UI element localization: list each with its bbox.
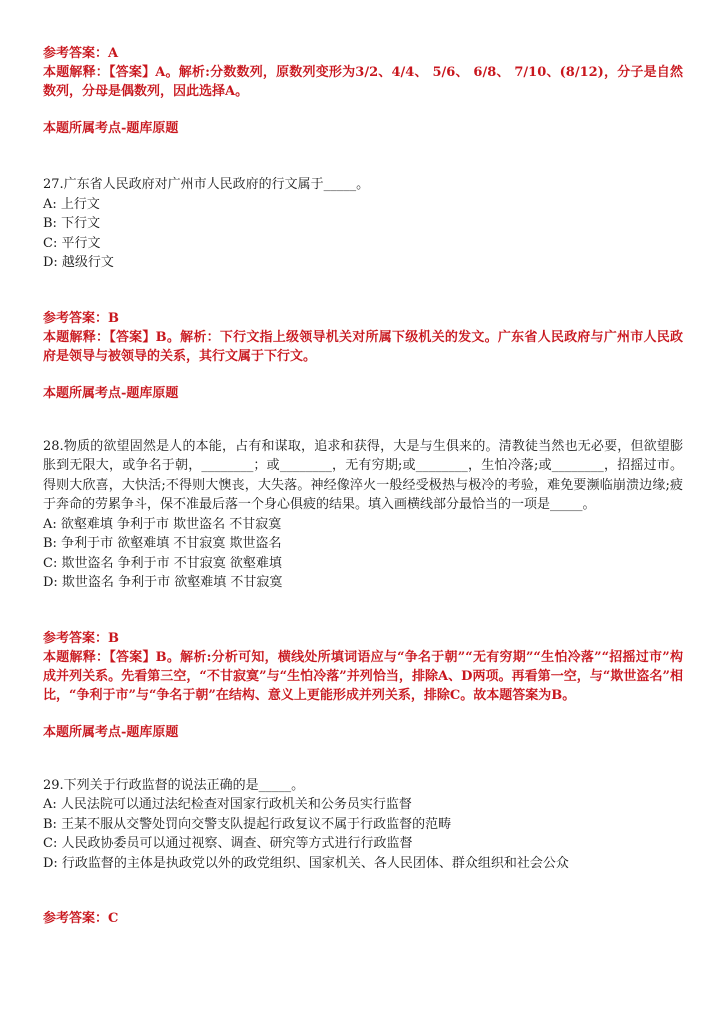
answer-block-27	[43, 309, 683, 403]
reference-answer: 参考答案：B	[43, 630, 119, 646]
option-b: B: 下行文	[43, 216, 101, 231]
option-b: B: 王某不服从交警处罚向交警支队提起行政复议不属于行政监督的范畴	[43, 816, 452, 832]
question-source: 本题所属考点-题库原题	[43, 121, 179, 136]
question-stem: 28.物质的欲望固然是人的本能，占有和谋取，追求和获得，大是与生俱来的。清教徒当然也无必要，但欲望膨胀到无限大，或争名于朝，________；或________，无有穷期;或________，生怕冷落;或________，招摇过市。得则大欣喜，大快活;不得则大懊丧，大失落。神经像淬火一般经受极热与极冷的考验，难免要濒临崩溃边缘;疲于奔命的劳累争斗，保不准最后落一个身心俱疲的结果。填入画横线部分最恰当的一项是_____。	[43, 438, 683, 512]
option-a: A: 上行文	[43, 196, 100, 212]
reference-answer: 参考答案：A	[43, 46, 119, 61]
option-d: D: 欺世盗名 争利于市 欲壑难填 不甘寂寞	[43, 575, 283, 590]
option-a: A: 人民法院可以通过法纪检查对国家行政机关和公务员实行监督	[43, 797, 412, 812]
question-29	[43, 776, 683, 874]
question-stem: 29.下列关于行政监督的说法正确的是_____。	[43, 777, 305, 793]
option-c: C: 平行文	[43, 235, 101, 251]
question-source: 本题所属考点-题库原题	[43, 724, 179, 740]
answer-explanation: 本题解释：【答案】B。解析：下行文指上级领导机关对所属下级机关的发文。广东省人民政府与广州市人民政府是领导与被领导的关系，其行文属于下行文。	[43, 329, 683, 364]
option-a: A: 欲壑难填 争利于市 欺世盗名 不甘寂寞	[43, 516, 282, 532]
option-d: D: 行政监督的主体是执政党以外的政党组织、国家机关、各人民团体、群众组织和社会公众	[43, 855, 569, 871]
question-27	[43, 175, 683, 273]
reference-answer: 参考答案：B	[43, 310, 119, 326]
document-page	[43, 44, 683, 928]
option-b: B: 争利于市 欲壑难填 不甘寂寞 欺世盗名	[43, 536, 282, 551]
reference-answer: 参考答案：C	[43, 911, 119, 926]
answer-block-26	[43, 44, 683, 138]
answer-explanation: 本题解释：【答案】A。解析:分数数列，原数列变形为3/2、4/4、 5/6、 6/8、 7/10、(8/12)，分子是自然数列，分母是偶数列，因此选择A。	[43, 65, 683, 99]
answer-block-29	[43, 909, 683, 928]
question-28	[43, 437, 683, 593]
question-stem: 27.广东省人民政府对广州市人民政府的行文属于_____。	[43, 177, 370, 192]
question-source: 本题所属考点-题库原题	[43, 385, 179, 401]
option-d: D: 越级行文	[43, 255, 114, 270]
answer-explanation: 本题解释：【答案】B。解析:分析可知，横线处所填词语应与“争名于朝”“无有穷期”“生怕冷落”“招摇过市”构成并列关系。先看第三空，“不甘寂寞”与“生怕冷落”并列恰当，排除A、D两项。再看第一空，与“欺世盗名”相比，“争利于市”与“争名于朝”在结构、意义上更能形成并列关系，排除C。故本题答案为B。	[43, 649, 683, 703]
answer-block-28	[43, 629, 683, 742]
option-c: C: 人民政协委员可以通过视察、调查、研究等方式进行行政监督	[43, 836, 413, 851]
option-c: C: 欺世盗名 争利于市 不甘寂寞 欲壑难填	[43, 555, 282, 571]
